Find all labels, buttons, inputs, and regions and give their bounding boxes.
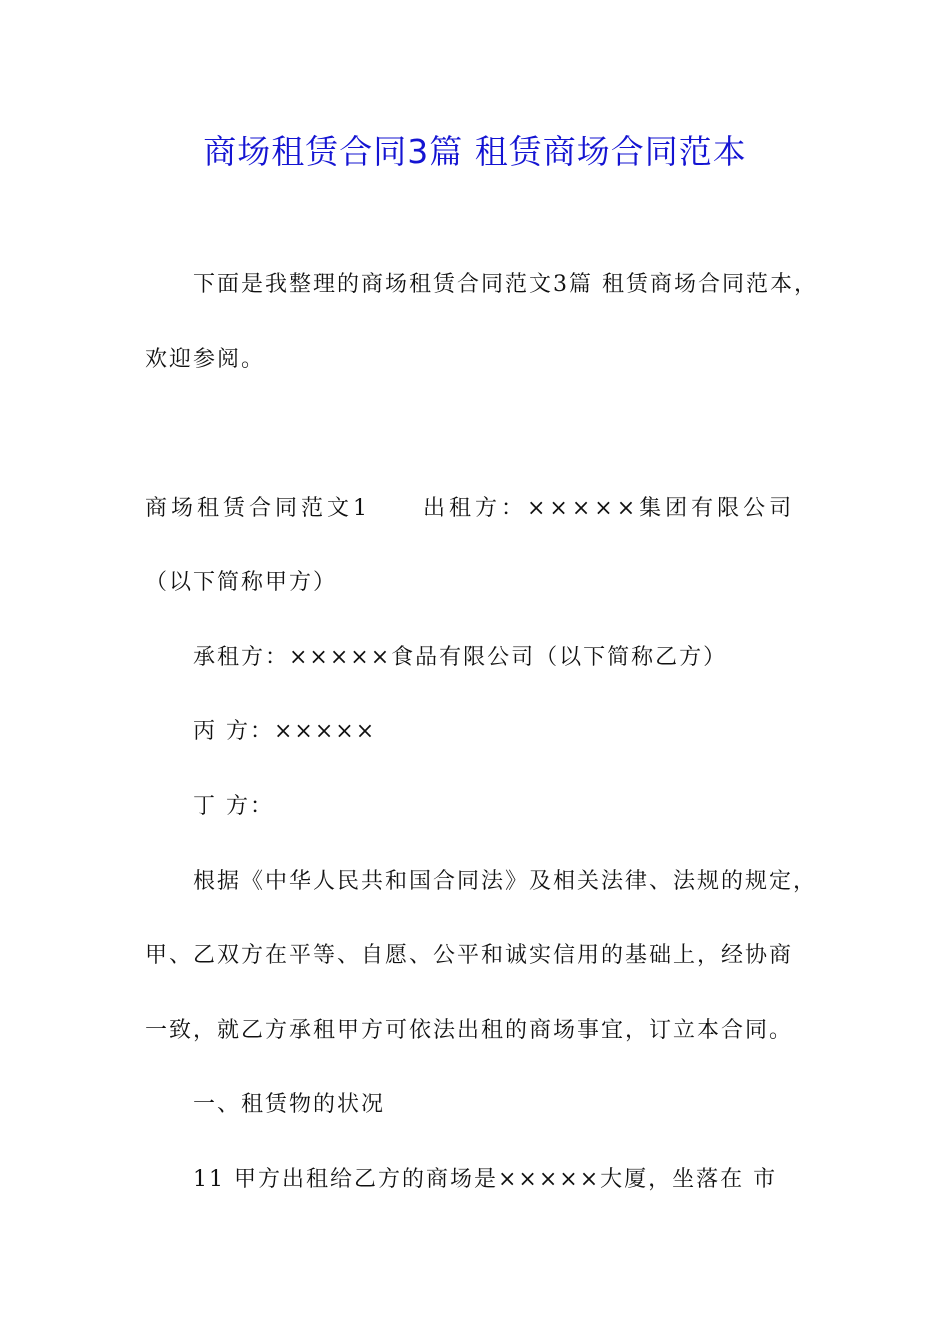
preamble-line-1: 根据《中华人民共和国合同法》及相关法律、法规的规定， — [193, 869, 818, 894]
intro-line-1: 下面是我整理的商场租赁合同范文3篇 租赁商场合同范本， — [193, 272, 818, 297]
clause-line: 11 甲方出租给乙方的商场是×××××大厦，坐落在 市 — [193, 1167, 778, 1192]
document-title: 商场租赁合同3篇 租赁商场合同范本 — [203, 132, 747, 171]
lessee-line: 承租方：×××××食品有限公司（以下简称乙方） — [193, 645, 728, 670]
section-heading: 一、租赁物的状况 — [193, 1092, 386, 1117]
preamble-line-2: 甲、乙双方在平等、自愿、公平和诚实信用的基础上，经协商 — [145, 943, 794, 968]
contract-heading-line: 商场租赁合同范文1 出租方：×××××集团有限公司 — [145, 496, 796, 521]
party-d-line: 丁 方： — [193, 794, 274, 819]
party-c-line: 丙 方：××××× — [193, 719, 377, 744]
intro-line-2: 欢迎参阅。 — [145, 347, 266, 372]
preamble-line-3: 一致，就乙方承租甲方可依法出租的商场事宜，订立本合同。 — [145, 1018, 794, 1043]
lessor-abbreviation: （以下简称甲方） — [145, 570, 338, 595]
